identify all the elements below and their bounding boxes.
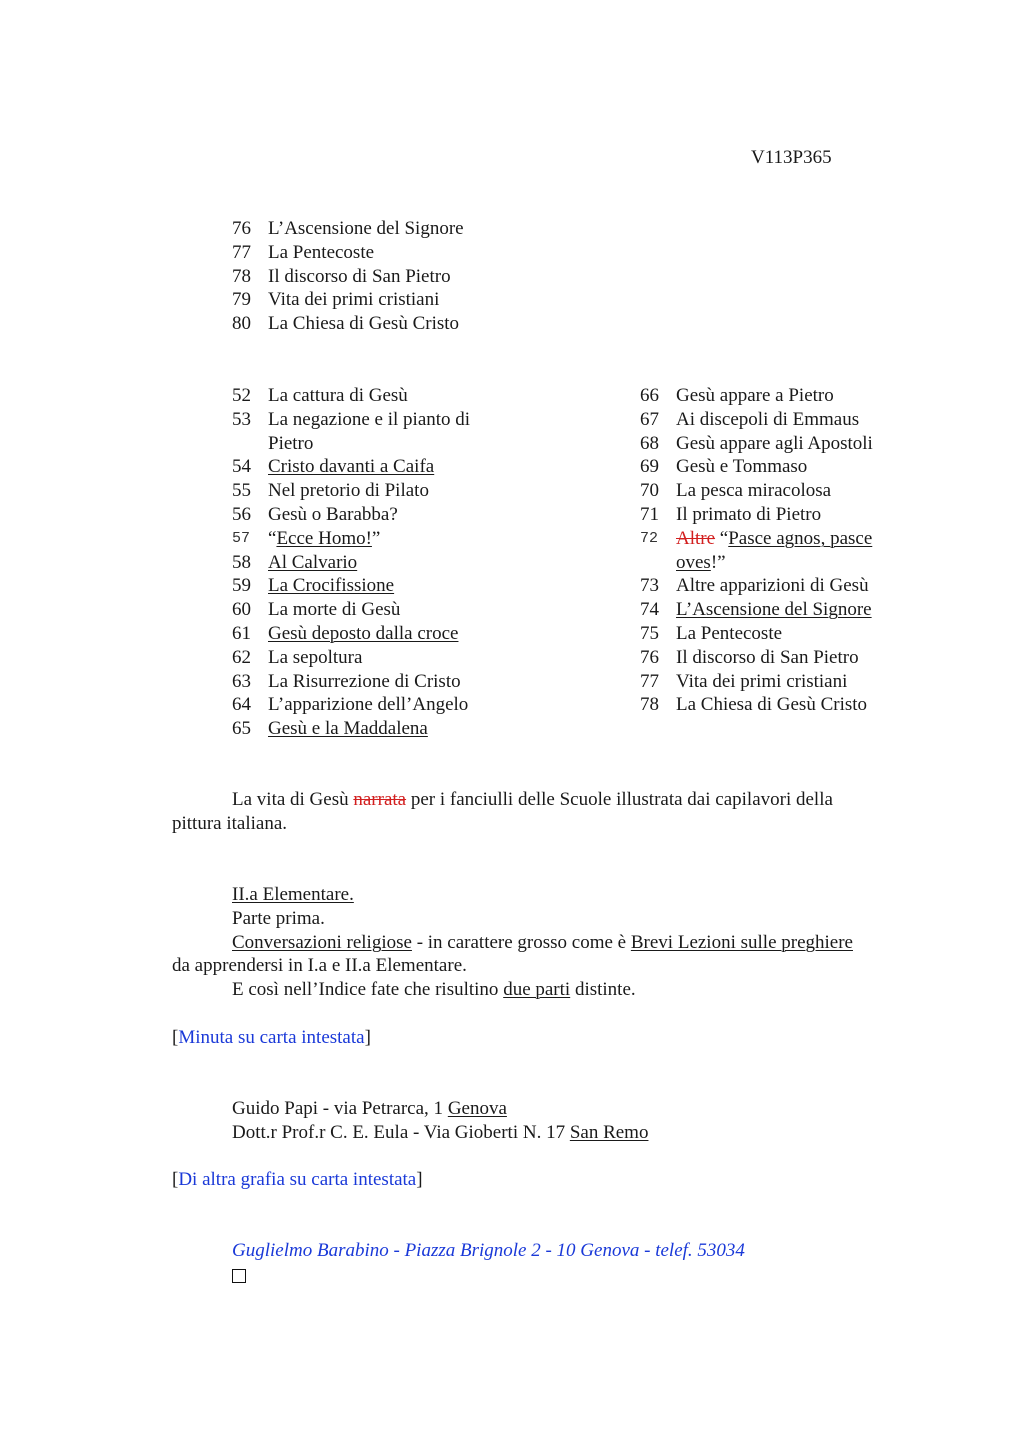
item-title — [268, 408, 532, 456]
item-title-line1: La negazione e il pianto di — [268, 408, 471, 430]
list-item — [232, 670, 532, 694]
item-number: 67 — [640, 408, 659, 430]
item-title — [676, 527, 940, 575]
item-number: 75 — [640, 622, 659, 644]
item-number: 64 — [232, 694, 251, 716]
address-text: Dott.r Prof.r C. E. Eula - Via Gioberti N. 17 — [232, 1121, 570, 1143]
item-title — [676, 598, 940, 622]
address-line — [172, 1121, 920, 1145]
item-number: 78 — [232, 265, 251, 287]
elementare-section — [172, 883, 920, 1002]
address-line — [172, 1097, 920, 1121]
bracket-close: ] — [416, 1169, 423, 1190]
item-title: La morte di Gesù — [268, 599, 401, 621]
item-title — [268, 551, 532, 575]
item-number: 60 — [232, 599, 251, 621]
item-number: 77 — [232, 241, 251, 263]
open-quote: “ — [268, 527, 277, 549]
section-subheading: Parte prima. — [232, 907, 325, 929]
item-number: 66 — [640, 385, 659, 406]
item-title: La Chiesa di Gesù Cristo — [676, 694, 868, 716]
list-item — [640, 646, 940, 670]
item-title: La pesca miracolosa — [676, 480, 832, 502]
item-title — [268, 717, 532, 741]
list-item — [640, 432, 940, 456]
list-item — [640, 408, 940, 432]
title-line-2: pittura italiana. — [172, 812, 288, 834]
item-number: 70 — [640, 480, 659, 502]
item-title: Vita dei primi cristiani — [268, 289, 440, 311]
item-number: 59 — [232, 575, 251, 597]
item-title: Il discorso di San Pietro — [268, 265, 451, 287]
indice-text-start: E così nell’Indice fate che risultino — [232, 979, 504, 1001]
conversazioni-text: Conversazioni religiose — [232, 931, 412, 953]
item-title — [268, 574, 532, 598]
item-number: 58 — [232, 551, 251, 573]
section-heading — [172, 883, 920, 907]
item-title-text: La Crocifissione — [268, 575, 395, 597]
title-line — [172, 788, 920, 812]
title-paragraph — [172, 788, 920, 836]
list-item — [232, 717, 532, 741]
item-number: 77 — [640, 670, 659, 692]
list-item — [640, 479, 940, 503]
item-title: La Chiesa di Gesù Cristo — [268, 313, 460, 335]
item-title: La Pentecoste — [676, 622, 783, 644]
bracket-close: ] — [364, 1027, 371, 1048]
list-item — [232, 408, 532, 456]
item-number: 53 — [232, 408, 251, 430]
checkbox-square-icon — [232, 1269, 246, 1283]
bracket-open: [ — [172, 1027, 179, 1048]
item-title: La Pentecoste — [268, 241, 375, 263]
list-item — [232, 241, 592, 265]
item-title: Il primato di Pietro — [676, 503, 822, 525]
list-item — [232, 598, 532, 622]
item-number: 62 — [232, 646, 251, 668]
item-number: 79 — [232, 289, 251, 311]
item-title: Ai discepoli di Emmaus — [676, 408, 860, 430]
item-number: 73 — [640, 575, 659, 597]
title-text-start: La vita di Gesù — [232, 789, 354, 810]
item-number: 72 — [640, 529, 659, 547]
item-number: 74 — [640, 599, 659, 621]
list-item — [232, 574, 532, 598]
brevi-lezioni-text: Brevi Lezioni sulle preghiere — [630, 931, 853, 953]
item-number: 54 — [232, 456, 251, 478]
item-title: Gesù appare a Pietro — [676, 385, 834, 406]
list-item — [640, 527, 940, 575]
item-number: 68 — [640, 432, 659, 454]
list-item — [232, 265, 592, 289]
item-title: Nel pretorio di Pilato — [268, 480, 429, 502]
item-title: La cattura di Gesù — [268, 385, 408, 406]
item-title: L’Ascensione del Signore — [268, 218, 464, 239]
note-text: Di altra grafia su carta intestata — [178, 1169, 417, 1190]
right-index-list — [640, 384, 940, 717]
list-item — [232, 288, 592, 312]
address-text: Guido Papi - via Petrarca, 1 — [232, 1098, 448, 1119]
indice-line — [172, 978, 920, 1002]
item-title — [268, 622, 532, 646]
item-title-text: Gesù e la Maddalena — [268, 718, 428, 740]
list-item — [640, 574, 940, 598]
item-number: 69 — [640, 456, 659, 478]
list-item — [232, 217, 592, 241]
item-number: 76 — [640, 646, 659, 668]
item-title: La sepoltura — [268, 646, 363, 668]
item-title: Altre apparizioni di Gesù — [676, 575, 869, 597]
item-number: 80 — [232, 313, 251, 335]
page-identifier: V113P365 — [751, 147, 832, 168]
list-item — [640, 622, 940, 646]
list-item — [232, 503, 532, 527]
item-number: 56 — [232, 503, 251, 525]
letterhead-block — [172, 1239, 920, 1290]
item-title-text: Gesù deposto dalla croce — [268, 622, 459, 644]
item-title-text: L’Ascensione del Signore — [676, 599, 872, 621]
letterhead-text: Guglielmo Barabino - Piazza Brignole 2 - 10 Genova - telef. 53034 — [232, 1240, 745, 1261]
list-item — [640, 455, 940, 479]
item-title-text-line2: oves — [676, 551, 711, 573]
item-number: 71 — [640, 503, 659, 525]
list-item — [640, 384, 940, 408]
item-title: L’apparizione dell’Angelo — [268, 694, 469, 716]
close-quote: ” — [371, 527, 381, 549]
item-title: Vita dei primi cristiani — [676, 670, 848, 692]
address-city: San Remo — [569, 1121, 649, 1143]
item-title-line2: Pietro — [268, 432, 314, 454]
item-title-text: Ecce Homo! — [276, 527, 372, 549]
bracket-open: [ — [172, 1169, 179, 1190]
list-item — [232, 312, 592, 336]
address-block — [172, 1097, 920, 1145]
editorial-note-minuta — [172, 1026, 920, 1050]
item-title-text: Pasce agnos, pasce — [728, 527, 873, 549]
conversazioni-line-2: da apprendersi in I.a e II.a Elementare. — [172, 955, 467, 977]
conversazioni-mid: - in carattere grosso come è — [411, 931, 631, 953]
address-city: Genova — [447, 1098, 507, 1119]
deleted-word: Altre — [676, 527, 716, 549]
conversazioni-line — [172, 931, 920, 955]
list-item — [232, 527, 532, 551]
list-item — [640, 693, 940, 717]
section-heading-text: II.a Elementare. — [232, 884, 354, 905]
item-title: Gesù appare agli Apostoli — [676, 432, 873, 454]
item-number: 76 — [232, 218, 251, 239]
list-item — [232, 551, 532, 575]
list-item — [232, 693, 532, 717]
item-number: 52 — [232, 385, 251, 406]
item-title: La Risurrezione di Cristo — [268, 670, 461, 692]
close-quote: !” — [710, 551, 726, 573]
list-item — [232, 384, 532, 408]
list-item — [640, 598, 940, 622]
item-title: Il discorso di San Pietro — [676, 646, 859, 668]
list-item — [232, 646, 532, 670]
list-item — [640, 503, 940, 527]
list-item — [232, 479, 532, 503]
editorial-note-altra-grafia — [172, 1168, 920, 1192]
item-title: Gesù o Barabba? — [268, 503, 398, 525]
item-number: 65 — [232, 718, 251, 740]
item-title: Cristo davanti a Caifa — [268, 456, 435, 478]
item-number: 61 — [232, 622, 251, 644]
list-item — [232, 455, 532, 479]
left-index-list — [232, 384, 532, 741]
indice-text-end: distinte. — [570, 979, 636, 1001]
top-index-list — [232, 217, 592, 336]
item-title-text: Al Calvario — [268, 551, 358, 573]
note-text: Minuta su carta intestata — [178, 1027, 365, 1048]
deleted-word: narrata — [353, 789, 407, 810]
item-number: 55 — [232, 480, 251, 502]
list-item — [640, 670, 940, 694]
checkbox-row — [172, 1263, 920, 1290]
due-parti-text: due parti — [503, 979, 571, 1001]
item-number: 78 — [640, 694, 659, 716]
open-quote: “ — [719, 527, 729, 549]
item-title — [268, 527, 532, 551]
item-number: 63 — [232, 670, 251, 692]
list-item — [232, 622, 532, 646]
title-text-end: per i fanciulli delle Scuole illustrata dai capilavori della — [406, 789, 833, 810]
item-title: Gesù e Tommaso — [676, 456, 808, 478]
item-number: 57 — [232, 529, 251, 547]
